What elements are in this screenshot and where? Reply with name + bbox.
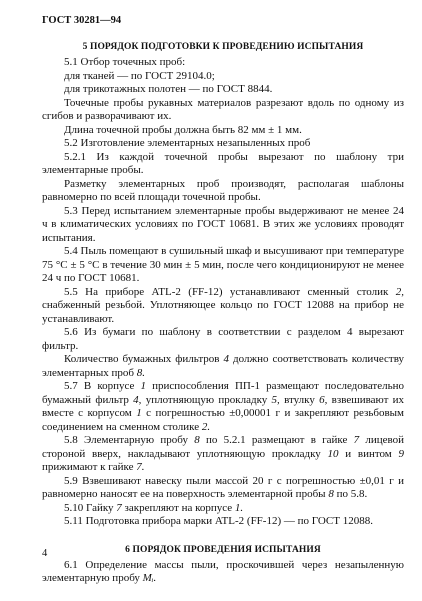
section-5-title: 5 ПОРЯДОК ПОДГОТОВКИ К ПРОВЕДЕНИЮ ИСПЫТАНИЯ [82,42,364,52]
para-5-1-knitted: для трикотажных полотен — по ГОСТ 8844. [64,83,273,95]
para-5-5: 5.5 На приборе ATL-2 (FF-12) устанавливают сменный столик 2, снабженный резьбой. Уплотняющее кольцо по ГОСТ 12088 на прибор не устанавливают. [42,285,404,325]
para-sample-length: Длина точечной пробы должна быть 82 мм ± 1 мм. [64,123,302,136]
para-5-2: 5.2 Изготовление элементарных незапыленных проб [64,137,311,149]
section-6-title: 6 ПОРЯДОК ПРОВЕДЕНИЯ ИСПЫТАНИЯ [125,544,321,555]
para-5-11: 5.11 Подготовка прибора марки ATL-2 (FF-12) — по ГОСТ 12088. [64,515,373,527]
para-5-9: 5.9 Взвешивают навеску пыли массой 20 г с погрешностью ±0,01 г и равномерно наносят ее на поверхность элементарной пробы 8 по 5.8. [42,474,404,500]
document-header: ГОСТ 30281—94 [42,15,122,26]
page-number: 4 [42,548,48,559]
para-sleeve-materials: Точечные пробы рукавных материалов разрезают вдоль по одному из сгибов и разворачивают их. [42,96,404,122]
para-6-1: 6.1 Определение массы пыли, проскочившей через незапыленную элементарную пробу Mᵢ. [42,558,404,584]
para-5-10: 5.10 Гайку 7 закрепляют на корпусе 1. [64,501,244,514]
para-5-4: 5.4 Пыль помещают в сушильный шкаф и высушивают при температуре 75 °С ± 5 °С в течение 30 мин ± 5 мин, после чего кондиционируют не менее 24 ч по ГОСТ 10681. [42,245,404,284]
para-5-1-fabrics: для тканей — по ГОСТ 29104.0; [64,69,215,82]
para-5-1: 5.1 Отбор точечных проб: [64,56,186,68]
para-5-8: 5.8 Элементарную пробу 8 по 5.2.1 размещают в гайке 7 лицевой стороной вверх, накладывают уплотняющую прокладку 10 и винтом 9 прижимают к гайке 7. [42,434,405,473]
para-marking: Разметку элементарных проб производят, располагая шаблоны равномерно по всей площади точечной пробы. [42,177,404,203]
para-5-7: 5.7 В корпусе 1 приспособления ПП-1 размещают последовательно бумажный фильтр 4, уплотняющую прокладку 5, втулку 6, взвешивают их вместе с корпусом 1 с погрешностью ±0,00001 г и закрепляют резьбовым соединением на сменном столике 2. [42,380,405,433]
para-filter-count: Количество бумажных фильтров 4 должно соответствовать количеству элементарных проб 8. [42,353,405,379]
para-5-2-1: 5.2.1 Из каждой точечной пробы вырезают по шаблону три элементарные пробы. [42,150,404,176]
para-5-3: 5.3 Перед испытанием элементарные пробы выдерживают не менее 24 ч в климатических условиях по ГОСТ 10681. В этих же условиях проводят испытания. [42,204,404,244]
para-5-6: 5.6 Из бумаги по шаблону в соответствии с разделом 4 вырезают фильтр. [42,326,404,352]
